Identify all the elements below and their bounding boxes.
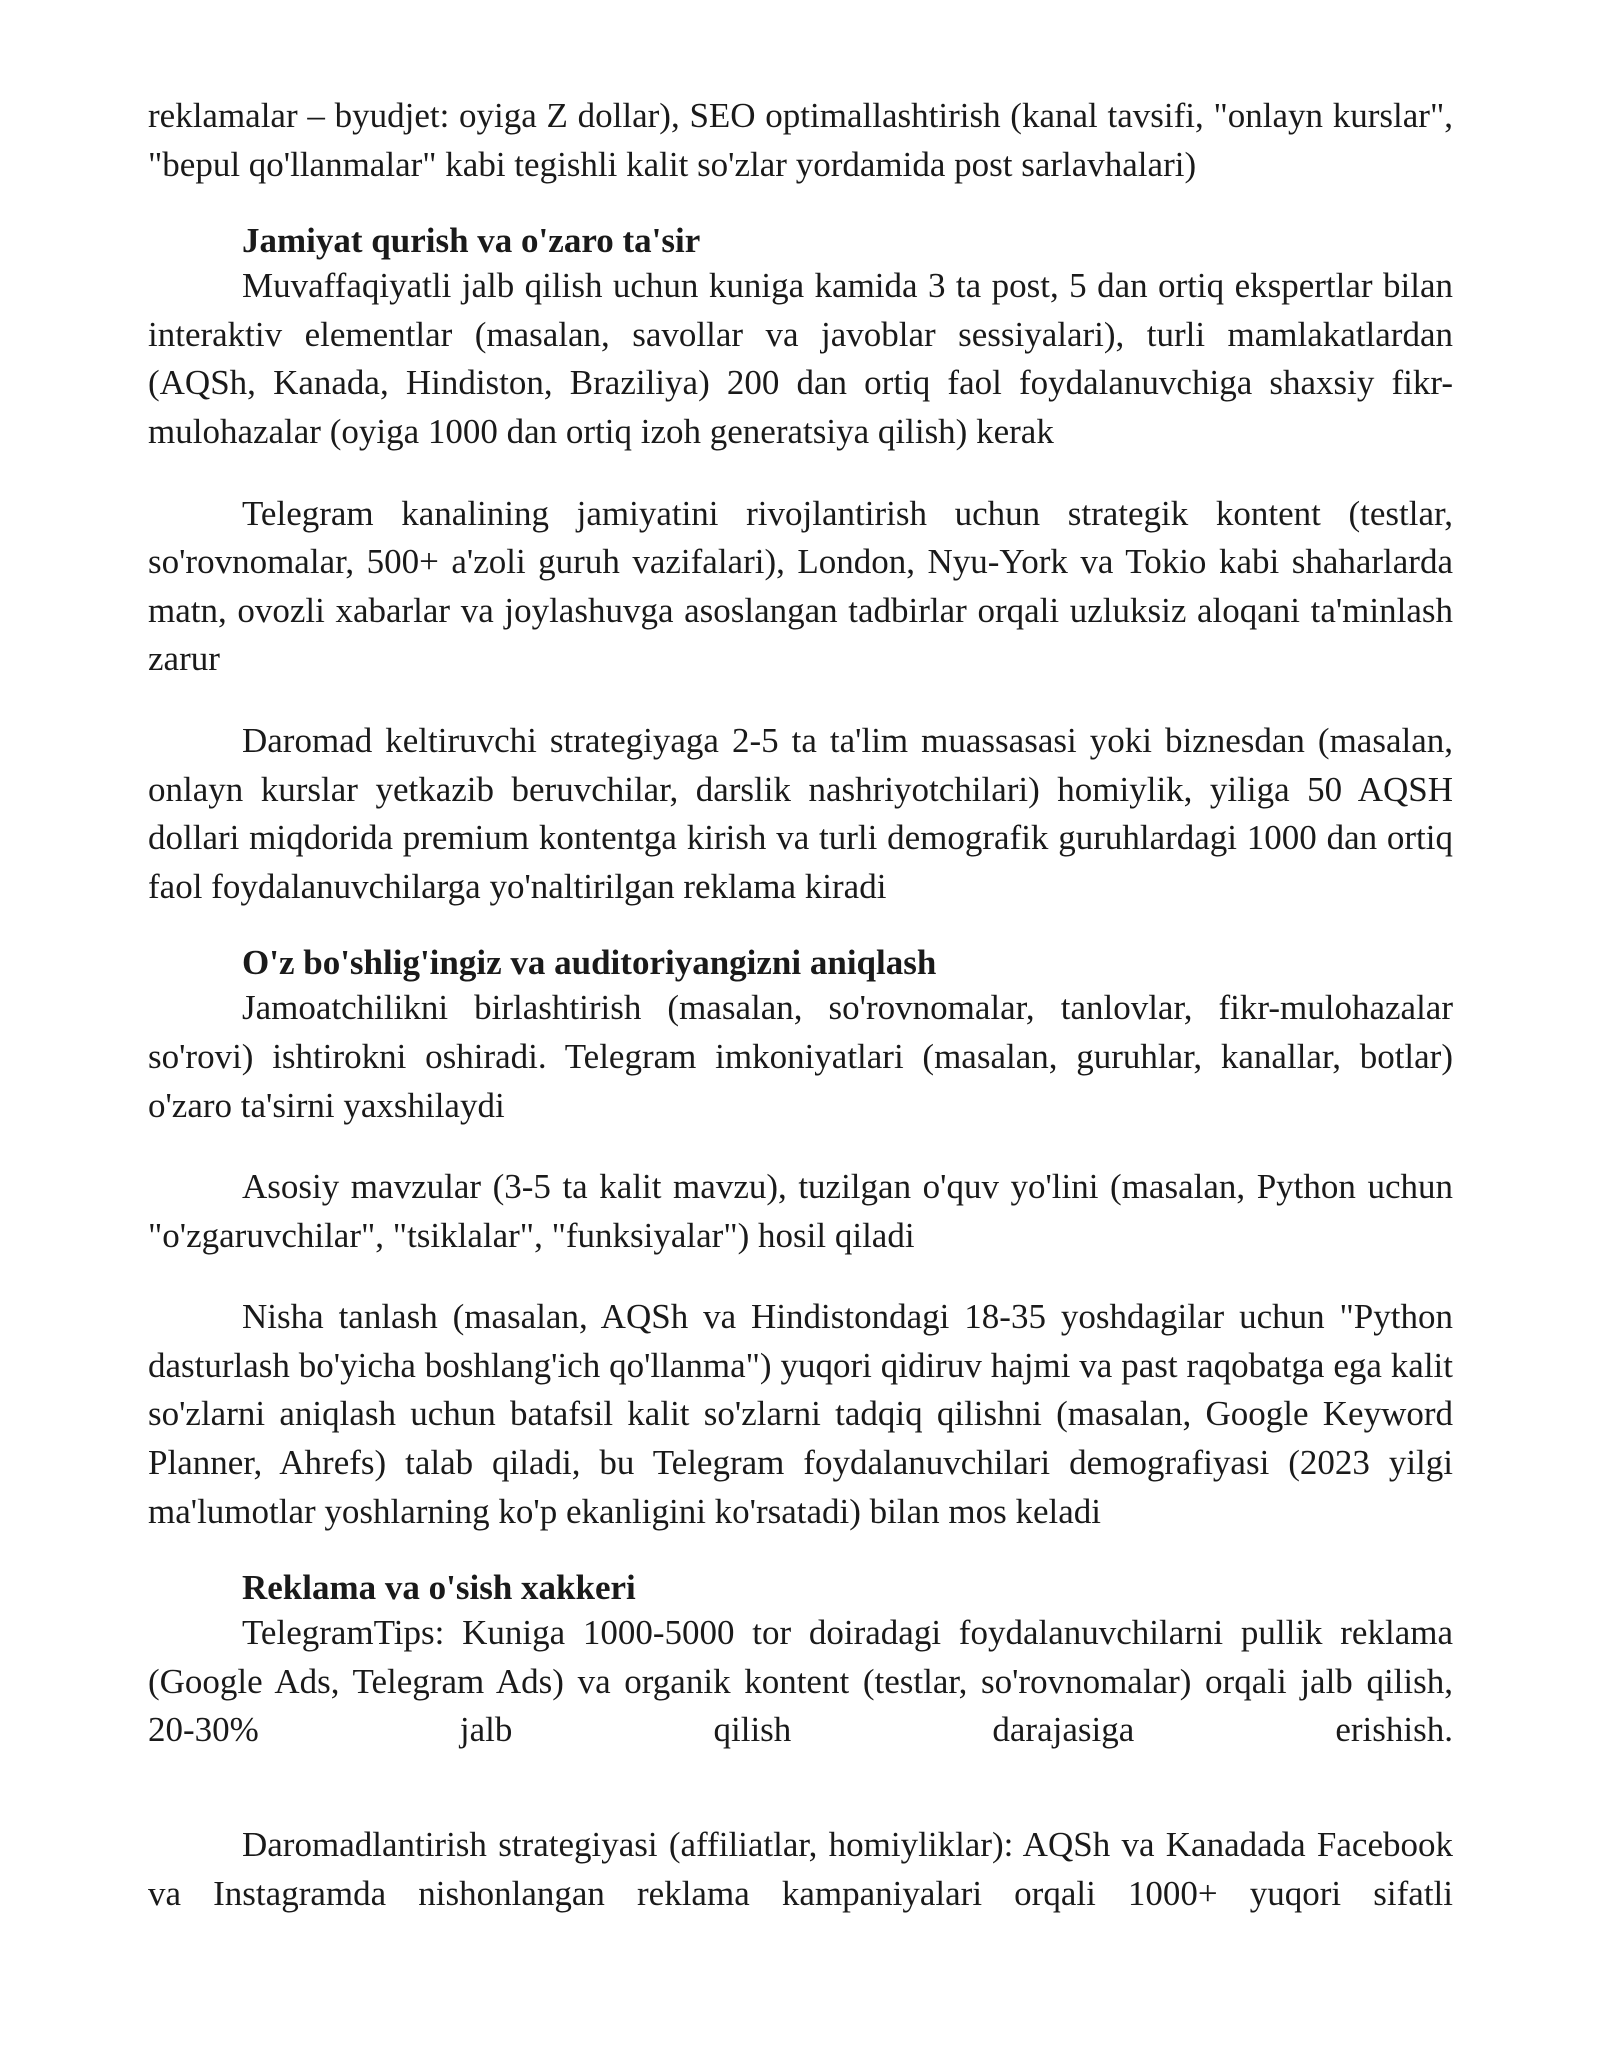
section-heading-niche: O'z bo'shlig'ingiz va auditoriyangizni aniqlash [242,943,937,983]
paragraph-niche-3: Nisha tanlash (masalan, AQSh va Hindistondagi 18-35 yoshdagilar uchun "Python dasturlash bo'yicha boshlang'ich qo'llanma") yuqori qidiruv hajmi va past raqobatga ega kalit so'zlarni aniqlash uchun batafsil kalit so'zlarni tadqiq qilishni (masalan, Google Keyword Planner, Ahrefs) talab qiladi, bu Telegram foydalanuvchilari demografiyasi (2023 yilgi ma'lumotlar yoshlarning ko'p ekanligini ko'rsatadi) bilan mos keladi [148,1297,1453,1531]
paragraph-ads-2: Daromadlantirish strategiyasi (affiliatlar, homiyliklar): AQSh va Kanadada Facebook va Instagramda nishonlangan reklama kampaniyalari orqali 1000+ yuqori sifatli [148,1825,1453,1913]
section-heading-community: Jamiyat qurish va o'zaro ta'sir [242,221,701,261]
section-heading-ads: Reklama va o'sish xakkeri [242,1568,636,1608]
paragraph-community-1: Muvaffaqiyatli jalb qilish uchun kuniga kamida 3 ta post, 5 dan ortiq ekspertlar bilan interaktiv elementlar (masalan, savollar va javoblar sessiyalari), turli mamlakatlardan (AQSh, Kanada, Hindiston, Braziliya) 200 dan ortiq faol foydalanuvchiga shaxsiy fikr-mulohazalar (oyiga 1000 dan ortiq izoh generatsiya qilish) kerak [148,266,1453,451]
intro-paragraph: reklamalar – byudjet: oyiga Z dollar), SEO optimallashtirish (kanal tavsifi, "onlayn kurslar", "bepul qo'llanmalar" kabi tegishli kalit so'zlar yordamida post sarlavhalari) [148,96,1453,184]
document-page [148,92,1453,1918]
paragraph-community-3: Daromad keltiruvchi strategiyaga 2-5 ta ta'lim muassasasi yoki biznesdan (masalan, onlayn kurslar yetkazib beruvchilar, darslik nashriyotchilari) homiylik, yiliga 50 AQSH dollari miqdorida premium kontentga kirish va turli demografik guruhlardagi 1000 dan ortiq faol foydalanuvchilarga yo'naltirilgan reklama kiradi [148,720,1453,906]
paragraph-niche-2: Asosiy mavzular (3-5 ta kalit mavzu), tuzilgan o'quv yo'lini (masalan, Python uchun "o'zgaruvchilar", "tsiklalar", "funksiyalar") hosil qiladi [148,1167,1453,1255]
paragraph-community-2: Telegram kanalining jamiyatini rivojlantirish uchun strategik kontent (testlar, so'rovnomalar, 500+ a'zoli guruh vazifalari), London, Nyu-York va Tokio kabi shaharlarda matn, ovozli xabarlar va joylashuvga asoslangan tadbirlar orqali uzluksiz aloqani ta'minlash zarur [148,493,1453,679]
paragraph-ads-1: TelegramTips: Kuniga 1000-5000 tor doiradagi foydalanuvchilarni pullik reklama (Google Ads, Telegram Ads) va organik kontent (testlar, so'rovnomalar) orqali jalb qilish, 20-30% jalb qilish darajasiga erishish. [148,1613,1453,1750]
paragraph-niche-1: Jamoatchilikni birlashtirish (masalan, so'rovnomalar, tanlovlar, fikr-mulohazalar so'rovi) ishtirokni oshiradi. Telegram imkoniyatlari (masalan, guruhlar, kanallar, botlar) o'zaro ta'sirni yaxshilaydi [148,988,1453,1125]
